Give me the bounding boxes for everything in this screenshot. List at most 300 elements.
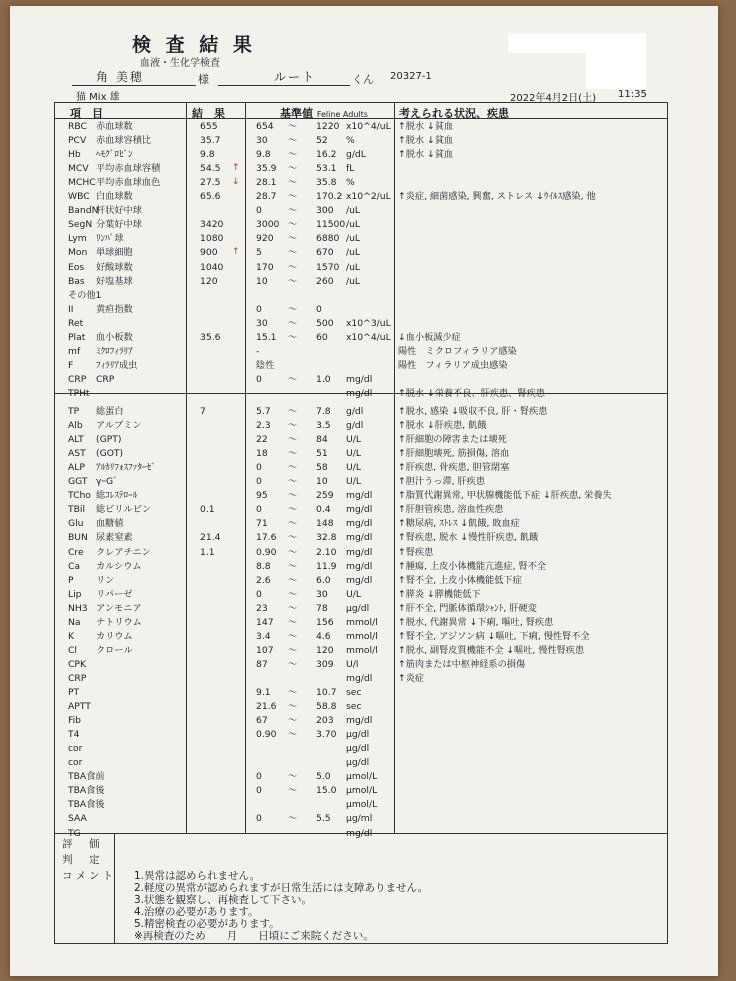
test-name: 杆状好中球 (96, 205, 142, 217)
reference-low: 8.8 (256, 560, 271, 572)
reference-low: 15.1 (256, 331, 277, 343)
test-code: Alb (68, 420, 83, 432)
test-code: SAA (68, 813, 87, 825)
reference-high: 0.4 (316, 504, 331, 516)
test-name: (GPT) (96, 434, 122, 446)
unit: U/l (346, 658, 359, 670)
reference-high: 670 (316, 247, 334, 259)
column-divider (394, 102, 395, 833)
test-code: cor (68, 757, 83, 769)
reference-high: 60 (316, 331, 328, 343)
test-code: NH3 (68, 602, 88, 614)
test-code: CRP (68, 373, 87, 385)
reference-high: 16.2 (316, 149, 337, 161)
unit: μg/dl (346, 743, 370, 755)
reference-tilde: ～ (288, 191, 298, 203)
reference-low: 0 (256, 504, 262, 516)
reference-low: 30 (256, 317, 268, 329)
condition-note: 陽性 フィラリア成虫感染 (398, 359, 508, 371)
reference-high: 15.0 (316, 785, 337, 797)
unit: mg/dl (346, 504, 373, 516)
test-code: APTT (68, 701, 91, 713)
test-code: GGT (68, 476, 88, 488)
reference-tilde: ～ (288, 331, 298, 343)
test-result: 65.6 (200, 191, 221, 203)
unit: mg/dl (346, 532, 373, 544)
unit: mg/dl (346, 574, 373, 586)
unit: μg/ml (346, 813, 373, 825)
condition-note: ↑炎症 (398, 672, 425, 684)
owner-underline (72, 85, 196, 86)
reference-low: 0 (256, 785, 262, 797)
unit: mg/dl (346, 715, 373, 727)
test-name: ﾘﾝﾊﾟ球 (96, 233, 124, 245)
test-code: TPHt (68, 387, 90, 399)
pet-name: ルート (274, 70, 317, 84)
test-name: ﾌｨﾗﾘｱ成虫 (96, 359, 138, 371)
reference-low: 28.7 (256, 191, 277, 203)
reference-tilde: ～ (288, 658, 298, 670)
test-code: RBC (68, 121, 87, 132)
reference-tilde: ～ (288, 373, 298, 385)
test-code: Ca (68, 560, 81, 572)
reference-tilde: ～ (288, 247, 298, 259)
pet-underline (218, 85, 350, 86)
reference-high: 10 (316, 476, 328, 488)
comment-line: ※再検査のため 月 日頃にご来院ください。 (134, 930, 374, 942)
test-name: 血小板数 (96, 331, 133, 343)
test-code: Mon (68, 247, 88, 259)
reference-high: 84 (316, 434, 328, 446)
condition-note: ↑筋肉または中枢神経系の損傷 (398, 658, 526, 670)
test-name: リン (96, 574, 115, 586)
condition-note: ↑肝疾患, 骨疾患, 胆管閉塞 (398, 462, 510, 474)
condition-note: ↑脱水 ↓栄養不良、肝疾患、腎疾患 (398, 387, 545, 399)
test-code: PCV (68, 135, 87, 147)
unit: mg/dl (346, 560, 373, 572)
reference-low: 2.3 (256, 420, 271, 432)
test-code: cor (68, 743, 83, 755)
reference-high: 259 (316, 490, 334, 502)
test-code: PT (68, 687, 80, 698)
unit: mg/dl (346, 672, 373, 684)
reference-high: 1570 (316, 261, 340, 273)
test-code: MCV (68, 163, 89, 175)
reference-tilde: ～ (288, 261, 298, 273)
reference-high: 156 (316, 616, 334, 628)
unit: g/dl (346, 420, 364, 432)
test-code: WBC (68, 191, 90, 203)
condition-note: ↑肝不全, 門脈体循環ｼｬﾝﾄ, 肝硬変 (398, 602, 537, 614)
condition-note: ↓血小板減少症 (398, 331, 461, 343)
reference-high: 300 (316, 205, 334, 217)
condition-note: ↑脱水, 感染 ↓吸収不良, 肝・腎疾患 (398, 406, 548, 417)
comment-line: 4.治療の必要があります。 (134, 906, 259, 918)
column-divider (114, 833, 115, 944)
reference-low: 0 (256, 476, 262, 488)
reference-high: 3.5 (316, 420, 331, 432)
reference-low: 170 (256, 261, 274, 273)
condition-note: ↑肝細胞の障害または壊死 (398, 434, 507, 446)
test-name: カリウム (96, 630, 133, 642)
reference-tilde: ～ (288, 701, 298, 713)
reference-low: 0.90 (256, 729, 277, 741)
reference-high: 0 (316, 303, 322, 315)
reference-tilde: ～ (288, 303, 298, 315)
test-code: Plat (68, 331, 86, 343)
unit: μmol/L (346, 785, 378, 797)
test-result: 0.1 (200, 504, 215, 516)
test-code: TG (68, 827, 81, 839)
unit: /uL (346, 261, 361, 273)
reference-low: 87 (256, 658, 268, 670)
reference-tilde: ～ (288, 729, 298, 741)
condition-note: ↑脱水, 代謝異常 ↓下痢, 嘔吐, 腎疾患 (398, 616, 554, 628)
reference-low: 28.1 (256, 177, 277, 189)
reference-low: 22 (256, 434, 268, 446)
condition-note: ↑腫瘍, 上皮小体機能亢進症, 腎不全 (398, 560, 547, 572)
eval-label-judgement: 判 定 (62, 854, 103, 866)
reference-low: 18 (256, 448, 268, 460)
test-name: 白血球数 (96, 191, 133, 203)
test-name: (GOT) (96, 448, 124, 460)
test-code: AST (68, 448, 86, 460)
reference-low: 17.6 (256, 532, 277, 544)
test-name: クレアチニン (96, 546, 151, 558)
test-code: Cl (68, 644, 77, 656)
reference-tilde: ～ (288, 233, 298, 245)
test-name: 総蛋白 (96, 406, 124, 417)
test-code: ALT (68, 434, 84, 446)
test-name: ﾐｸﾛﾌｨﾗﾘｱ (96, 345, 133, 357)
test-name: リパーゼ (96, 588, 133, 600)
reference-low: 10 (256, 275, 268, 287)
unit: μmol/L (346, 771, 378, 783)
test-result: 35.7 (200, 135, 221, 147)
reference-high: 30 (316, 588, 328, 600)
reference-low: 9.8 (256, 149, 271, 161)
unit: x10^3/uL (346, 317, 391, 329)
reference-tilde: ～ (288, 317, 298, 329)
test-code: TP (68, 406, 80, 417)
reference-tilde: ～ (288, 785, 298, 797)
exam-date: 2022年4月2日(土) (510, 93, 596, 104)
reference-high: 78 (316, 602, 328, 614)
test-code: その他1 (68, 289, 102, 301)
unit: sec (346, 701, 362, 713)
condition-note: ↑腎疾患, 脱水 ↓慢性肝疾患, 飢餓 (398, 532, 539, 544)
unit: /uL (346, 247, 361, 259)
reference-high: 11.9 (316, 560, 337, 572)
owner-honorific: 様 (198, 73, 209, 86)
test-code: Glu (68, 518, 84, 530)
unit: x10^4/uL (346, 121, 391, 132)
test-code: Ret (68, 317, 84, 329)
test-code: Lym (68, 233, 87, 245)
test-name: 血糖値 (96, 518, 124, 530)
condition-note: ↑炎症, 細菌感染, 興奮, ストレス ↓ｳｲﾙｽ感染, 他 (398, 191, 596, 203)
test-name: カルシウム (96, 560, 142, 572)
unit: μg/dl (346, 729, 370, 741)
reference-low: 0 (256, 771, 262, 783)
test-code: Hb (68, 149, 81, 161)
test-name: ﾍﾓｸﾞﾛﾋﾞﾝ (96, 149, 133, 161)
exam-time: 11:35 (618, 89, 647, 100)
test-result: 21.4 (200, 532, 221, 544)
unit: sec (346, 687, 362, 698)
condition-note: ↑膵炎 ↓膵機能低下 (398, 588, 481, 600)
condition-note: ↑腎疾患 (398, 546, 434, 558)
reference-tilde: ～ (288, 406, 298, 417)
unit: U/L (346, 448, 361, 460)
condition-note: ↑脱水 ↓貧血 (398, 135, 454, 147)
test-result: 27.5 (200, 177, 221, 189)
condition-note: ↑脱水, 副腎皮質機能不全 ↓嘔吐, 慢性腎疾患 (398, 644, 585, 656)
test-code: P (68, 574, 74, 586)
redaction-block (586, 33, 646, 89)
pet-honorific: くん (352, 73, 374, 86)
reference-low: 0 (256, 373, 262, 385)
test-code: CRP (68, 672, 87, 684)
column-header-result: 結 果 (192, 107, 225, 120)
test-code: BandN (68, 205, 99, 217)
unit: mmol/l (346, 644, 378, 656)
reference-low: 0.90 (256, 546, 277, 558)
test-result: 7 (200, 406, 206, 417)
reference-high: 1220 (316, 121, 340, 132)
test-code: Lip (68, 588, 82, 600)
test-result: 1080 (200, 233, 224, 245)
reference-low: 107 (256, 644, 274, 656)
reference-low: 71 (256, 518, 268, 530)
reference-low: 147 (256, 616, 274, 628)
reference-tilde: ～ (288, 518, 298, 530)
unit: g/dL (346, 149, 366, 161)
reference-low: 0 (256, 205, 262, 217)
test-code: MCHC (68, 177, 96, 189)
test-name: 好酸球数 (96, 261, 133, 273)
unit: mg/dl (346, 827, 373, 839)
reference-low: 9.1 (256, 687, 271, 698)
reference-high: 260 (316, 275, 334, 287)
reference-tilde: ～ (288, 205, 298, 217)
reference-tilde: ～ (288, 462, 298, 474)
test-code: TBil (68, 504, 86, 516)
reference-high: 35.8 (316, 177, 337, 189)
column-header-condition: 考えられる状況、疾患 (399, 107, 509, 120)
condition-note: 陽性 ミクロフィラリア感染 (398, 345, 517, 357)
reference-high: 5.5 (316, 813, 331, 825)
unit: mg/dl (346, 518, 373, 530)
reference-high: 6.0 (316, 574, 331, 586)
unit: mg/dl (346, 373, 373, 385)
animal-info: 猫 Mix 雄 (76, 92, 120, 103)
reference-high: 32.8 (316, 532, 337, 544)
reference-tilde: ～ (288, 476, 298, 488)
reference-high: 4.6 (316, 630, 331, 642)
test-code: TBA食前 (68, 771, 105, 783)
test-result: 9.8 (200, 149, 215, 161)
reference-high: 500 (316, 317, 334, 329)
unit: % (346, 177, 355, 189)
reference-high: 148 (316, 518, 334, 530)
test-result: 3420 (200, 219, 224, 231)
test-code: ALP (68, 462, 85, 474)
condition-note: ↑脂質代謝異常, 甲状腺機能低下症 ↓肝疾患, 栄養失 (398, 490, 612, 502)
condition-note: ↑肝細胞壊死, 筋損傷, 溶血 (398, 448, 510, 460)
test-name: 赤血球数 (96, 121, 133, 132)
reference-high: 203 (316, 715, 334, 727)
test-code: TCho (68, 490, 91, 502)
test-name: 単球細胞 (96, 247, 133, 259)
reference-label: 基準値 (280, 107, 313, 120)
reference-high: 7.8 (316, 406, 331, 417)
report-subtitle: 血液・生化学検査 (140, 58, 220, 69)
test-code: Cre (68, 546, 84, 558)
test-name: 尿素窒素 (96, 532, 133, 544)
test-name: 総ｺﾚｽﾃﾛｰﾙ (96, 490, 138, 502)
test-name: クロール (96, 644, 133, 656)
test-name: アンモニア (96, 602, 142, 614)
report-title: 検 査 結 果 (132, 34, 256, 56)
reference-low: 654 (256, 121, 274, 132)
reference-high: 2.10 (316, 546, 337, 558)
reference-high: 1.0 (316, 373, 331, 385)
test-result: 655 (200, 121, 218, 132)
reference-tilde: ～ (288, 546, 298, 558)
reference-tilde: ～ (288, 135, 298, 147)
unit: mmol/l (346, 630, 378, 642)
abnormal-flag: ↑ (232, 163, 240, 174)
test-name: 総ビリルビン (96, 504, 152, 516)
reference-low: 5.7 (256, 406, 271, 417)
reference-low: 3000 (256, 219, 280, 231)
reference-tilde: ～ (288, 149, 298, 161)
condition-note: ↑腎不全, 上皮小体機能低下症 (398, 574, 522, 586)
reference-low: 67 (256, 715, 268, 727)
reference-low: 35.9 (256, 163, 277, 175)
reference-tilde: ～ (288, 532, 298, 544)
unit: g/dl (346, 406, 364, 417)
reference-tilde: ～ (288, 434, 298, 446)
test-code: SegN (68, 219, 93, 231)
reference-tilde: ～ (288, 644, 298, 656)
unit: x10^2/uL (346, 191, 391, 203)
unit: mmol/l (346, 616, 378, 628)
reference-high: 51 (316, 448, 328, 460)
comment-line: 5.精密検査の必要があります。 (134, 918, 280, 930)
unit: mg/dl (346, 490, 373, 502)
eval-label-assessment: 評 価 (62, 838, 103, 850)
patient-id: 20327-1 (390, 71, 432, 82)
unit: /uL (346, 205, 361, 217)
unit: μmol/L (346, 799, 378, 811)
test-name: 分葉好中球 (96, 219, 142, 231)
reference-high: 309 (316, 658, 334, 670)
reference-tilde: ～ (288, 420, 298, 432)
test-code: TBA食後 (68, 799, 105, 811)
test-result: 900 (200, 247, 218, 259)
test-code: K (68, 630, 75, 642)
reference-tilde: ～ (288, 121, 298, 132)
owner-name: 角 美穂 (96, 70, 144, 84)
unit: μg/dl (346, 757, 370, 769)
reference-tilde: ～ (288, 504, 298, 516)
reference-high: 170.2 (316, 191, 343, 203)
unit: fL (346, 163, 355, 175)
unit: /uL (346, 233, 361, 245)
reference-tilde: ～ (288, 687, 298, 698)
column-divider (186, 102, 187, 833)
comment-line: 3.状態を観察し、再検査して下さい。 (134, 894, 313, 906)
reference-tilde: ～ (288, 616, 298, 628)
condition-note: ↑肝胆管疾患, 溶血性疾患 (398, 504, 504, 516)
reference-low: 0 (256, 303, 262, 315)
reference-low: 5 (256, 247, 262, 259)
reference-tilde: ～ (288, 163, 298, 175)
reference-low: 95 (256, 490, 268, 502)
test-name: CRP (96, 373, 115, 385)
reference-tilde: ～ (288, 448, 298, 460)
test-name: ｱﾙｶﾘﾌｫｽﾌｧﾀｰｾﾞ (96, 462, 156, 474)
test-result: 1.1 (200, 546, 215, 558)
eval-label-comment: コメント (62, 870, 116, 882)
unit: % (346, 135, 355, 147)
reference-tilde: ～ (288, 219, 298, 231)
condition-note: ↑脱水 ↓貧血 (398, 121, 454, 132)
test-name: 平均赤血球容積 (96, 163, 161, 175)
abnormal-flag: ↑ (232, 247, 240, 258)
reference-high: 3.70 (316, 729, 337, 741)
reference-low: 21.6 (256, 701, 277, 713)
unit: U/L (346, 476, 361, 488)
reference-tilde: ～ (288, 574, 298, 586)
test-code: Fib (68, 715, 81, 727)
reference-low: 0 (256, 462, 262, 474)
unit: /uL (346, 219, 361, 231)
comment-line: 2.軽度の異常が認められますが日常生活には支障ありません。 (134, 882, 429, 894)
reference-high: 120 (316, 644, 334, 656)
test-name: アルブミン (96, 420, 142, 432)
unit: U/L (346, 462, 361, 474)
reference-tilde: ～ (288, 602, 298, 614)
reference-low: - (256, 345, 260, 357)
lab-report-sheet (10, 6, 718, 976)
test-name: 赤血球容積比 (96, 135, 152, 147)
reference-high: 6880 (316, 233, 340, 245)
reference-high: 52 (316, 135, 328, 147)
test-code: BUN (68, 532, 88, 544)
condition-note: ↑腎不全, アジソン病 ↓嘔吐, 下痢, 慢性腎不全 (398, 630, 590, 642)
reference-tilde: ～ (288, 715, 298, 727)
test-code: mf (68, 345, 81, 357)
test-name: ナトリウム (96, 616, 142, 628)
reference-high: 53.1 (316, 163, 337, 175)
reference-high: 58.8 (316, 701, 337, 713)
reference-low: 0 (256, 588, 262, 600)
test-name: 黄疸指数 (96, 303, 133, 315)
reference-low: 陰性 (256, 359, 275, 371)
test-result: 120 (200, 275, 218, 287)
test-code: II (68, 303, 74, 315)
column-header-item: 項 目 (70, 107, 103, 120)
test-result: 54.5 (200, 163, 221, 175)
reference-tilde: ～ (288, 813, 298, 825)
test-code: Eos (68, 261, 85, 273)
reference-tilde: ～ (288, 177, 298, 189)
reference-low: 3.4 (256, 630, 271, 642)
unit: mg/dl (346, 546, 373, 558)
